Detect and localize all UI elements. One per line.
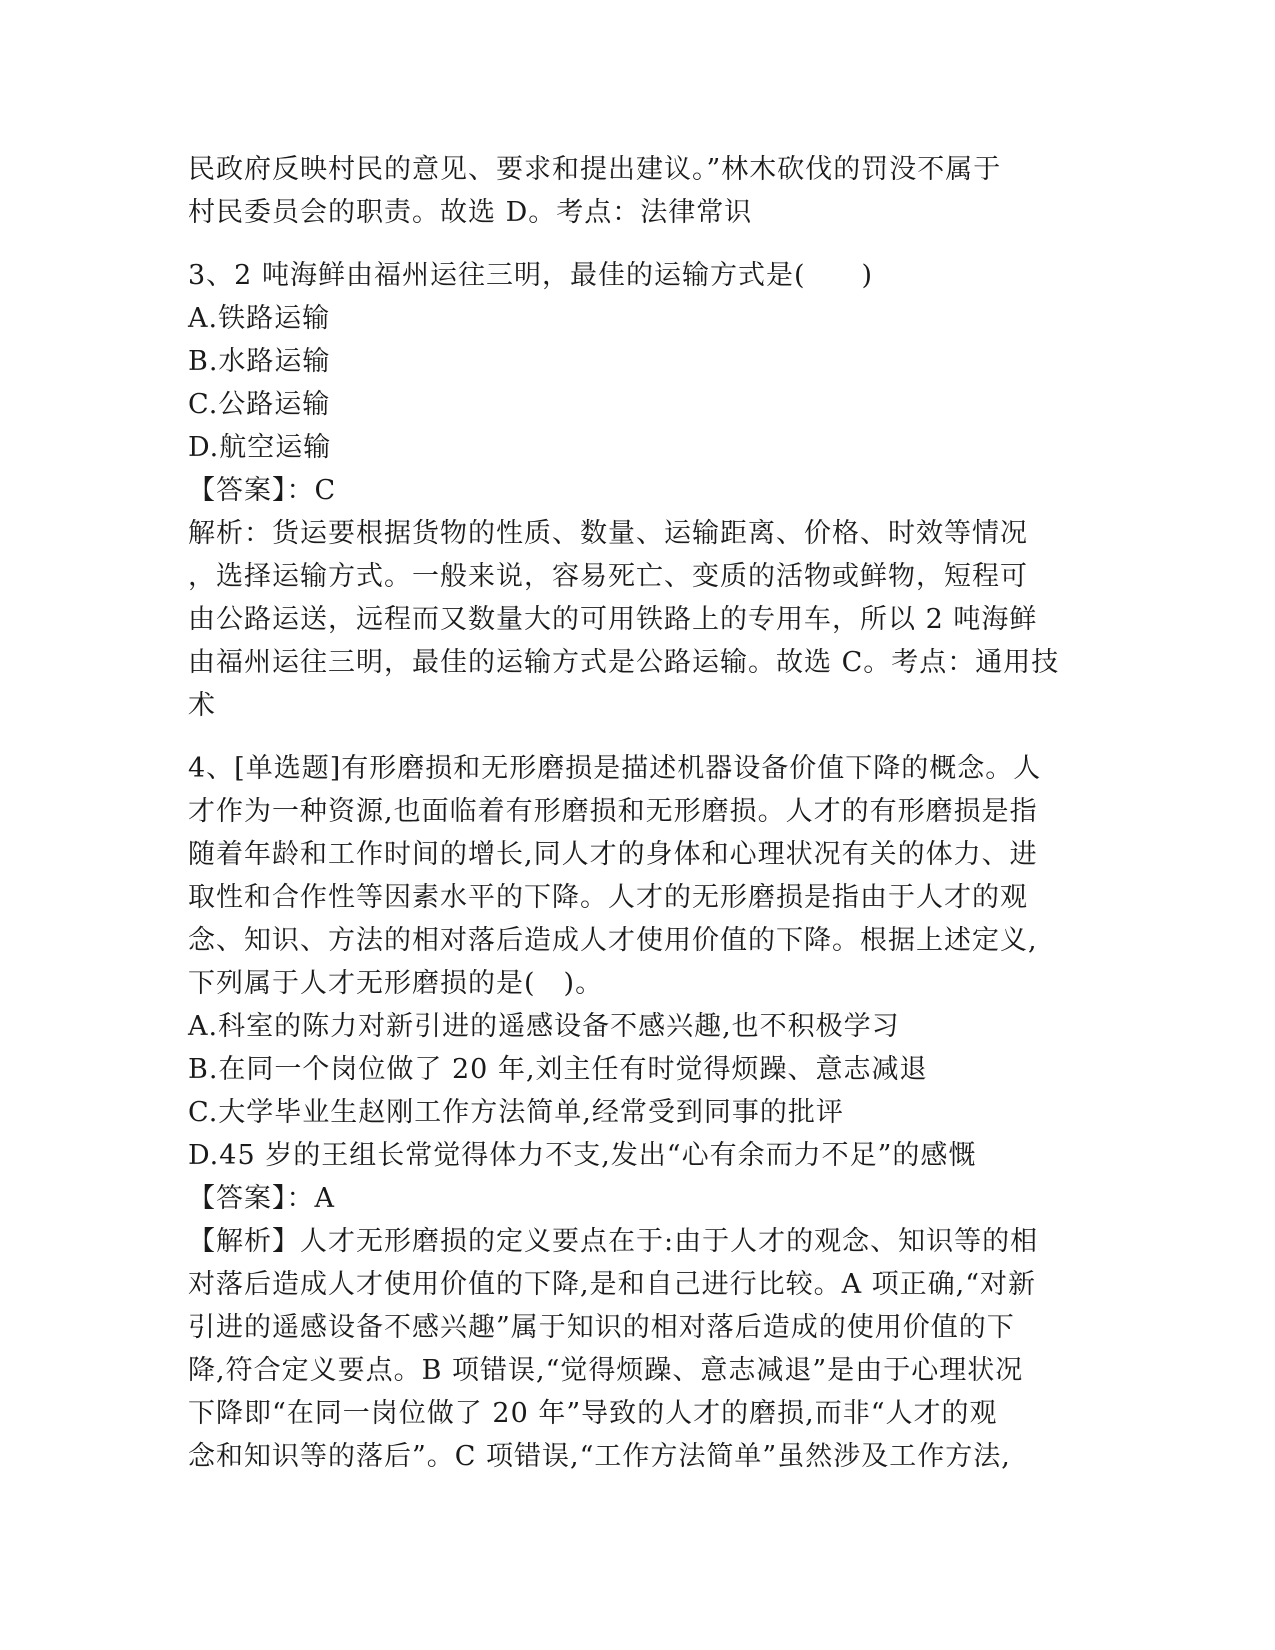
question-3 <box>188 254 1088 727</box>
analysis-line: 降,符合定义要点。B 项错误,“觉得烦躁、意志减退”是由于心理状况 <box>188 1355 1024 1386</box>
document-page <box>188 148 1088 1478</box>
analysis-line: 由公路运送，远程而又数量大的可用铁路上的专用车，所以 2 吨海鲜 <box>188 604 1038 635</box>
option-d: D.航空运输 <box>188 432 332 463</box>
option-b: B.水路运输 <box>188 346 331 377</box>
analysis-line: 解析：货运要根据货物的性质、数量、运输距离、价格、时效等情况 <box>188 518 1028 549</box>
question-text: 取性和合作性等因素水平的下降。人才的无形磨损是指由于人才的观 <box>188 882 1028 913</box>
analysis-line: 下降即“在同一岗位做了 20 年”导致的人才的磨损,而非“人才的观 <box>188 1398 998 1429</box>
analysis-line: 引进的遥感设备不感兴趣”属于知识的相对落后造成的使用价值的下 <box>188 1312 1015 1343</box>
analysis-line: 术 <box>188 690 216 721</box>
text-line: 村民委员会的职责。故选 D。考点：法律常识 <box>188 197 753 228</box>
analysis-line: 对落后造成人才使用价值的下降,是和自己进行比较。A 项正确,“对新 <box>188 1269 1037 1300</box>
question-text: 随着年龄和工作时间的增长,同人才的身体和心理状况有关的体力、进 <box>188 839 1038 870</box>
option-d: D.45 岁的王组长常觉得体力不支,发出“心有余而力不足”的感慨 <box>188 1140 977 1171</box>
option-a: A.铁路运输 <box>188 303 331 334</box>
analysis-line: ，选择运输方式。一般来说，容易死亡、变质的活物或鲜物，短程可 <box>188 561 1028 592</box>
analysis-line: 念和知识等的落后”。C 项错误,“工作方法简单”虽然涉及工作方法, <box>188 1441 1011 1472</box>
question-text: 3、2 吨海鲜由福州运往三明，最佳的运输方式是( ) <box>188 260 874 291</box>
text-line: 民政府反映村民的意见、要求和提出建议。”林木砍伐的罚没不属于 <box>188 154 1002 185</box>
option-b: B.在同一个岗位做了 20 年,刘主任有时觉得烦躁、意志减退 <box>188 1054 928 1085</box>
option-c: C.公路运输 <box>188 389 331 420</box>
analysis-line: 由福州运往三明，最佳的运输方式是公路运输。故选 C。考点：通用技 <box>188 647 1060 678</box>
question-4 <box>188 747 1088 1478</box>
option-a: A.科室的陈力对新引进的遥感设备不感兴趣,也不积极学习 <box>188 1011 900 1042</box>
question-text: 4、[单选题]有形磨损和无形磨损是描述机器设备价值下降的概念。人 <box>188 753 1042 784</box>
answer-label: 【答案】：A <box>188 1183 335 1214</box>
option-c: C.大学毕业生赵刚工作方法简单,经常受到同事的批评 <box>188 1097 844 1128</box>
question-text: 念、知识、方法的相对落后造成人才使用价值的下降。根据上述定义, <box>188 925 1038 956</box>
analysis-line: 【解析】人才无形磨损的定义要点在于:由于人才的观念、知识等的相 <box>188 1226 1039 1257</box>
intro-paragraph <box>188 148 1088 234</box>
question-text: 下列属于人才无形磨损的是( )。 <box>188 968 604 999</box>
question-text: 才作为一种资源,也面临着有形磨损和无形磨损。人才的有形磨损是指 <box>188 796 1038 827</box>
answer-label: 【答案】：C <box>188 475 337 506</box>
